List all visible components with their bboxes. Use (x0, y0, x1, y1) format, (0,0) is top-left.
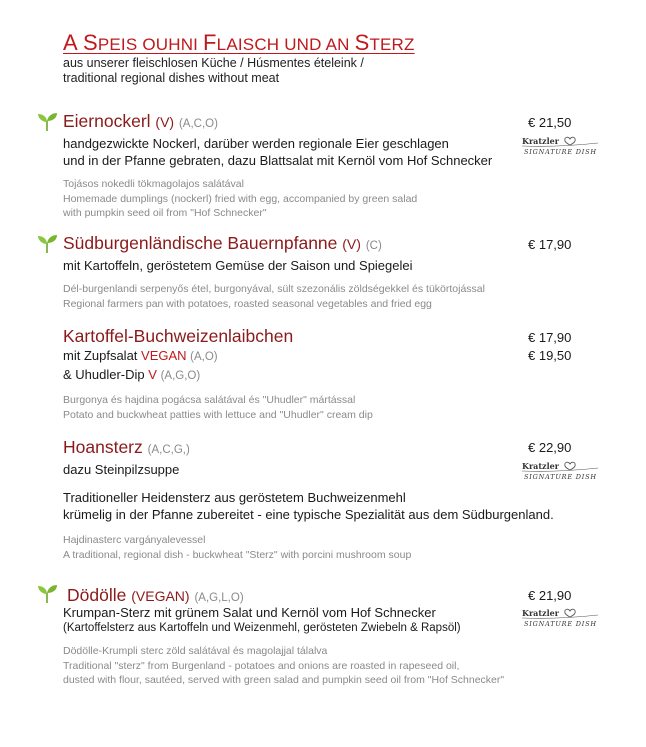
dish-laibchen (63, 325, 373, 422)
heart-icon (520, 606, 602, 632)
dish-translation: Burgonya és hajdina pogácsa salátával és "Uhudler" mártással Potato and buckwheat patties with lettuce and "Uhudler" cream dip (63, 394, 373, 421)
dish-description: mit Zupfsalat VEGAN (A,O) & Uhudler-Dip V (A,G,O) (63, 348, 218, 382)
dish-long-description: Traditioneller Heidensterz aus geröstetem Buchweizenmehl krümelig in der Pfanne zubereitet - eine typische Spezialität aus dem Südburgenland. (63, 490, 554, 522)
dish-translation: Dödölle-Krumpli sterc zöld salátával és magolajjal tálalva Traditional "sterz" from Burgenland - potatoes and onions are roasted in rapeseed oil, dusted with flour, sautéed, served with green salad and pumpkin seed oil from "Hof Schnecker" (63, 645, 505, 686)
dish-tag: (VEGAN) (131, 588, 190, 604)
leaf-icon (36, 234, 58, 254)
allergens: (A,C,G,) (147, 444, 190, 456)
price: € 21,50 (528, 115, 572, 130)
subtitle: aus unserer fleischlosen Küche / Húsmentes ételeink / traditional regional dishes without meat (63, 56, 364, 85)
allergens: (A,G,L,O) (194, 592, 244, 604)
allergens: (A,C,O) (178, 118, 218, 130)
dish-translation: Tojásos nokedli tökmagolajos salátával Homemade dumplings (nockerl) fried with egg, accompanied by green salad with pumpkin seed oil from "Hof Schnecker" (63, 178, 418, 219)
dish-description: mit Kartoffeln, geröstetem Gemüse der Saison und Spiegelei (63, 258, 413, 273)
dish-description: Krumpan-Sterz mit grünem Salat und Kernöl vom Hof Schnecker (63, 605, 436, 620)
dish-description: dazu Steinpilzsuppe (63, 462, 180, 477)
dish-translation: Hajdinasterc vargányalevessel A traditional, regional dish - buckwheat "Sterz" with porcini mushroom soup (63, 534, 412, 561)
dish-hoansterz (63, 436, 554, 562)
heart-icon (520, 134, 602, 160)
signature-dish-badge: Kratzler SIGNATURE DISH (520, 459, 602, 485)
signature-dish-badge: Kratzler SIGNATURE DISH (520, 606, 602, 632)
dish-doedoelle-details (63, 604, 504, 688)
signature-dish-badge: Kratzler SIGNATURE DISH (520, 134, 602, 160)
price: € 22,90 (528, 440, 572, 455)
allergens: (C) (365, 240, 382, 252)
dish-note: (Kartoffelsterz aus Kartoffeln und Weizenmehl, gerösteten Zwiebeln & Rapsöl) (63, 622, 461, 634)
dish-tag: (V) (342, 236, 361, 252)
dish-name: Südburgenländische Bauernpfanne (63, 233, 338, 253)
price-secondary: € 19,50 (528, 348, 572, 363)
dish-name: Dödölle (67, 585, 127, 605)
dish-name: Eiernockerl (63, 111, 151, 131)
price: € 17,90 (528, 237, 572, 252)
leaf-icon (36, 584, 58, 604)
dish-bauernpfanne (63, 232, 485, 311)
leaf-icon (36, 112, 58, 132)
dish-eiernockerl (63, 110, 492, 221)
price: € 17,90 (528, 330, 572, 345)
dish-name: Hoansterz (63, 437, 143, 457)
heart-icon (520, 459, 602, 485)
dish-translation: Dél-burgenlandi serpenyős étel, burgonyával, sült szezonális zöldségekkel és tükörtojással Regional farmers pan with potatoes, roasted seasonal vegetables and fried egg (63, 283, 485, 310)
dish-tag: (V) (155, 114, 175, 130)
dish-name: Kartoffel-Buchweizenlaibchen (63, 326, 294, 346)
price: € 21,90 (528, 588, 572, 603)
page-title: A SPEIS OUHNI FLAISCH UND AN STERZ (63, 30, 415, 55)
dish-description: handgezwickte Nockerl, darüber werden regionale Eier geschlagen und in der Pfanne gebraten, dazu Blattsalat mit Kernöl vom Hof Schnecker (63, 136, 493, 168)
